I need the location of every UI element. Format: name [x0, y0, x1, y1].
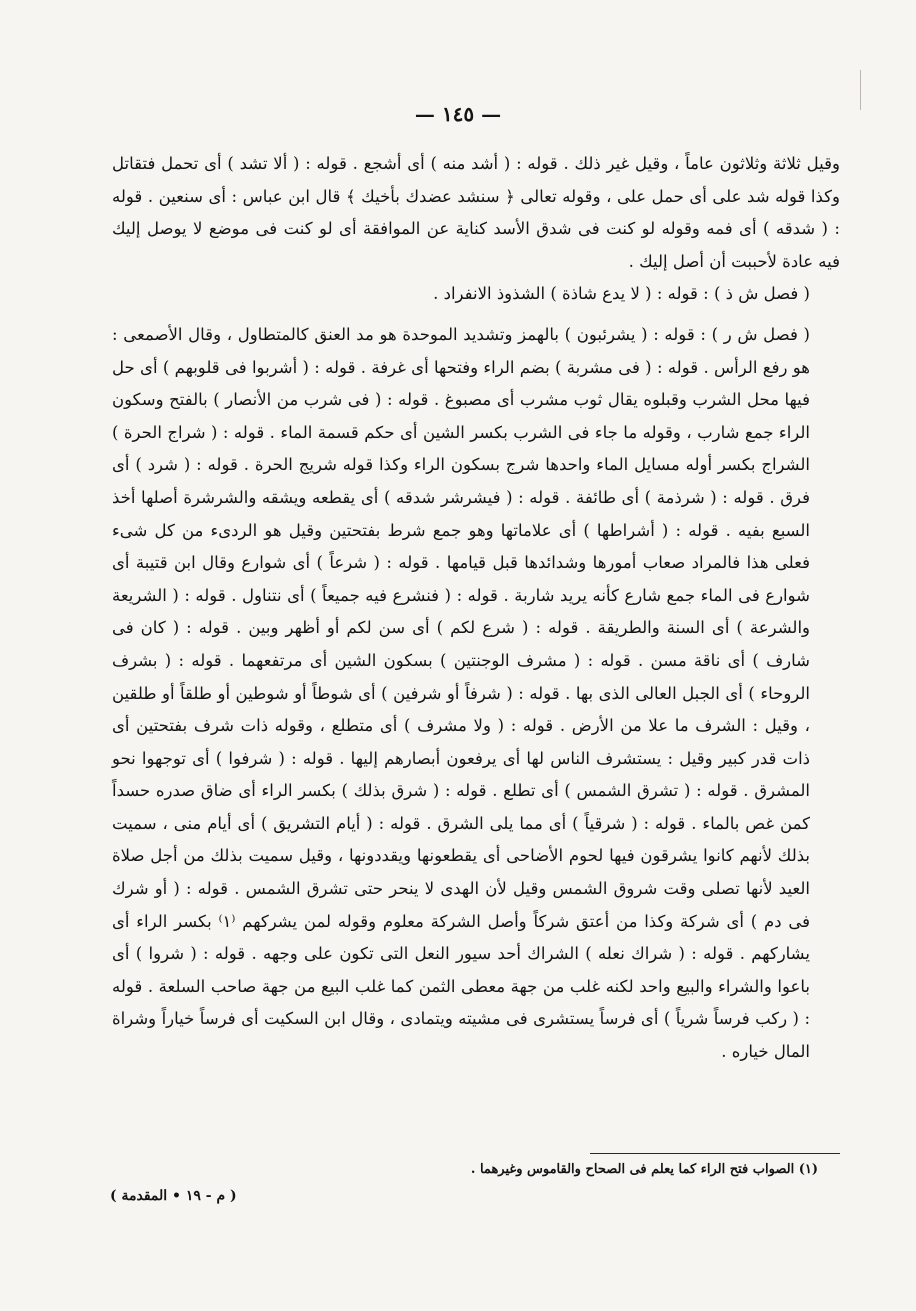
footnote-divider	[590, 1153, 840, 1154]
paragraph-section-shin-dhal: ( فصل ش ذ ) : قوله : ( لا يدع شاذة ) الشذوذ الانفراد .	[433, 284, 810, 304]
paragraph-continuation: وقيل ثلاثة وثلاثون عاماً ، وقيل غير ذلك . قوله : ( أشد منه ) أى أشجع . قوله : ( ألا تشد ) أى تحمل فتقاتل وكذا قوله شد على أى حمل على ، وقوله تعالى ﴿ سنشد عضدك بأخيك ﴾ قال ابن عباس : أى سنعين . قوله : ( شدقه ) أى فمه وقوله لو كنت فى شدق الأسد كناية عن الموافقة أى لو كنت فى موضع لا يوصل إليك فيه عادة لأحببت أن أصل إليك .	[112, 154, 840, 271]
page-number: — ١٤٥ —	[414, 102, 502, 126]
printer-signature: ( م - ١٩ • المقدمة )	[110, 1188, 237, 1204]
footnote: (١) الصواب فتح الراء كما يعلم فى الصحاح والقاموس وغيرهما .	[470, 1162, 818, 1177]
body-text	[112, 148, 840, 1069]
paragraph-section-shin-ra: ( فصل ش ر ) : قوله : ( يشرئبون ) بالهمز وتشديد الموحدة هو مد العنق كالمتطاول ، وقال الأصمعى : هو رفع الرأس . قوله : ( فى مشربة ) بضم الراء وفتحها أى غرفة . قوله : ( أشربوا فى قلوبهم ) أى حل فيها محل الشرب وقبلوه يقال ثوب مشرب أى مصبوغ . قوله : ( فى شرب من الأنصار ) بالفتح وسكون الراء جمع شارب ، وقوله ما جاء فى الشرب بكسر الشين أى حكم قسمة الماء . قوله : ( شراج الحرة ) الشراج بكسر أوله مسايل الماء واحدها شرج بسكون الراء وكذا قوله شريج الحرة . قوله : ( شرد ) أى فرق . قوله : ( شرذمة ) أى طائفة . قوله : ( فيشرشر شدقه ) أى يقطعه ويشقه والشرشرة أصلها أخذ السبع بفيه . قوله : ( أشراطها ) أى علاماتها وهو جمع شرط بفتحتين وقيل هو الردىء من كل شىء فعلى هذا فالمراد صعاب أمورها وشدائدها قبل قيامها . قوله : ( شرعاً ) أى شوارع وقال ابن قتيبة أى شوارع فى الماء جمع شارع كأنه يريد شاربة . قوله : ( فنشرع فيه جميعاً ) أى نتناول . قوله : ( الشريعة والشرعة ) أى السنة والطريقة . قوله : ( شرع لكم ) أى سن لكم أو أظهر وبين . قوله : ( كان فى شارف ) أى ناقة مسن . قوله : ( مشرف الوجنتين ) بسكون الشين أى مرتفعهما . قوله : ( بشرف الروحاء ) أى الجبل العالى الذى بها . قوله : ( شرفاً أو شرفين ) أى شوطاً أو شوطين أو طلقاً أو طلقين ، وقيل : الشرف ما علا من الأرض . قوله : ( ولا مشرف ) أى متطلع ، وقوله ذات شرف بفتحتين أى ذات قدر كبير وقيل : يستشرف الناس لها أى يرفعون أبصارهم إليها . قوله : ( شرفوا ) أى توجهوا نحو المشرق . قوله : ( تشرق الشمس ) أى تطلع . قوله : ( شرق بذلك ) بكسر الراء أى ضاق صدره حسداً كمن غص بالماء . قوله : ( شرقياً ) أى مما يلى الشرق . قوله : ( أيام التشريق ) أى أيام منى ، سميت بذلك لأنهم كانوا يشرقون فيها لحوم الأضاحى أى يقطعونها ويقددونها ، وقيل سميت بذلك من أجل صلاة العيد لأنها تصلى وقت شروق الشمس وقيل لأن الهدى لا ينحر حتى تشرق الشمس . قوله : ( أو شرك فى دم ) أى شركة وكذا من أعتق شركاً وأصل الشركة معلوم وقوله لمن يشركهم ⁽١⁾ بكسر الراء أى يشاركهم . قوله : ( شراك نعله ) الشراك أحد سيور النعل التى تكون على وجهه . قوله : ( شروا ) أى باعوا والشراء والبيع واحد لكنه غلب من جهة معطى الثمن كما غلب البيع من جهة صاحب السلعة . قوله : ( ركب فرساً شرياً ) أى فرساً يستشرى فى مشيته ويتمادى ، وقال ابن السكيت أى فرساً خياراً وشراة المال خياره .	[112, 324, 810, 1062]
